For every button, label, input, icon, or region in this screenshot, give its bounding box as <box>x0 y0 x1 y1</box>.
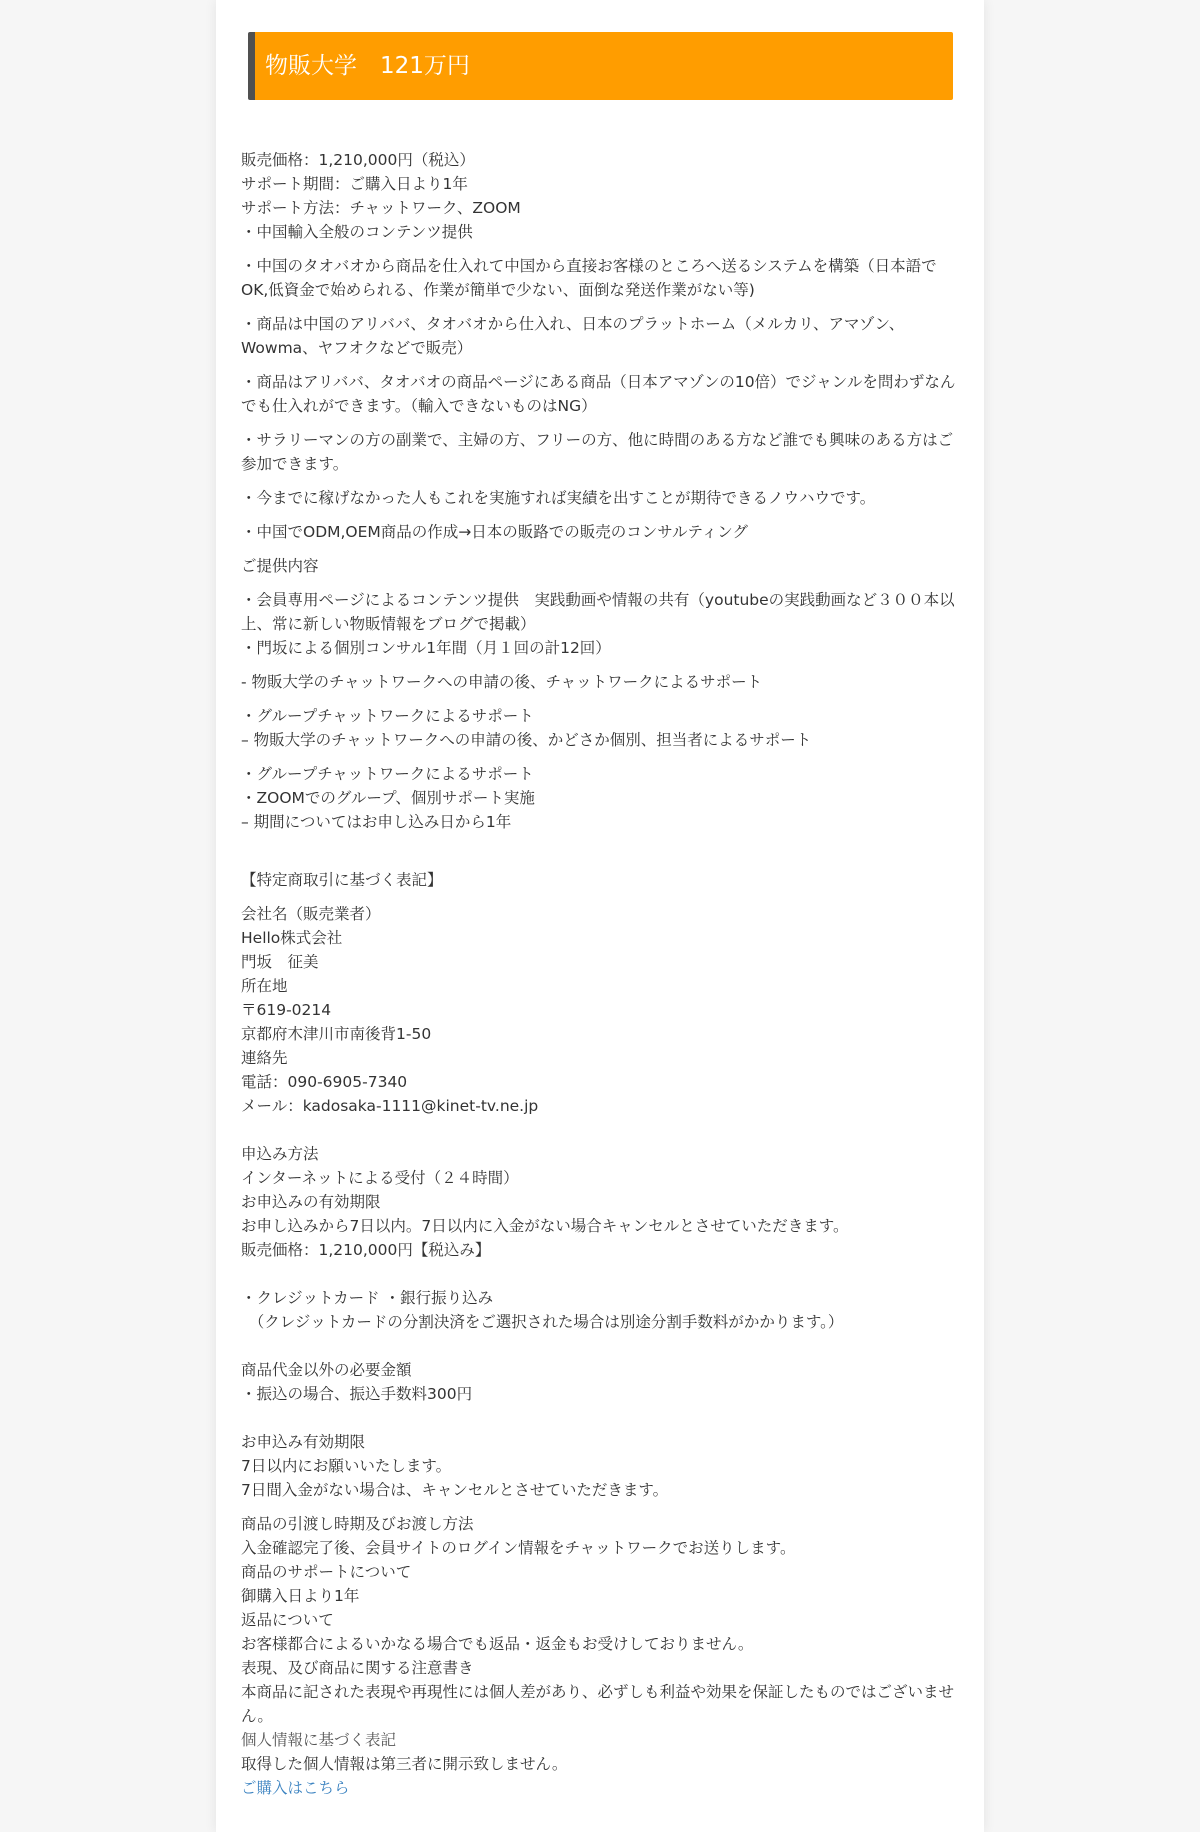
returns-value: お客様都合によるいかなる場合でも返品・返金もお受けしておりません。 <box>241 1635 754 1653</box>
page-card <box>216 0 984 1832</box>
provide-item: ・ZOOMでのグループ、個別サポート実施 <box>241 789 535 807</box>
article-body <box>241 148 956 1800</box>
provide-item: ・門坂による個別コンサル1年間（月１回の計12回） <box>241 639 611 657</box>
returns-label: 返品について <box>241 1611 334 1629</box>
company-name: Hello株式会社 <box>241 929 343 947</box>
fees-label: 商品代金以外の必要金額 <box>241 1361 412 1379</box>
provide-heading: ご提供内容 <box>241 557 319 575</box>
provide-item: – 物販大学のチャットワークへの申請の後、かどさか個別、担当者によるサポート <box>241 731 812 749</box>
phone: 電話：090-6905-7340 <box>241 1073 408 1091</box>
purchase-link[interactable]: ご購入はこちら <box>241 1779 350 1797</box>
provide-item: ・会員専用ページによるコンテンツ提供 実践動画や情報の共有（youtubeの実践動画など３００本以上、常に新しい物販情報をブログで掲載） <box>241 591 955 633</box>
support-period-line: サポート期間：ご購入日より1年 <box>241 175 468 193</box>
application-info <box>241 1142 956 1262</box>
privacy-heading: 個人情報に基づく表記 <box>241 1731 397 1749</box>
representative-name: 門坂 征美 <box>241 953 319 971</box>
sale-price: 販売価格：1,210,000円【税込み】 <box>241 1241 491 1259</box>
payment-methods: ・クレジットカード ・銀行振り込み <box>241 1289 494 1307</box>
deadline-info <box>241 1430 956 1502</box>
price-line: 販売価格：1,210,000円（税込） <box>241 151 475 169</box>
provide-block <box>241 588 956 660</box>
provide-block <box>241 704 956 752</box>
email: メール：kadosaka-1111@kinet-tv.ne.jp <box>241 1097 539 1115</box>
apply-method: インターネットによる受付（２４時間） <box>241 1169 519 1187</box>
apply-deadline: お申し込みから7日以内。7日以内に入金がない場合キャンセルとさせていただきます。 <box>241 1217 849 1235</box>
contact-label: 連絡先 <box>241 1049 288 1067</box>
intro-block <box>241 148 956 244</box>
bullet-item: ・サラリーマンの方の副業で、主婦の方、フリーの方、他に時間のある方など誰でも興味のある方はご参加できます。 <box>241 431 954 473</box>
deadline-note: 7日間入金がない場合は、キャンセルとさせていただきます。 <box>241 1481 669 1499</box>
support-label: 商品のサポートについて <box>241 1563 412 1581</box>
title-banner <box>248 32 953 100</box>
delivery-label: 商品の引渡し時期及びお渡し方法 <box>241 1515 474 1533</box>
payment-note: （クレジットカードの分割決済をご選択された場合は別途分割手数料がかかります。） <box>241 1313 844 1331</box>
provide-item: ・グループチャットワークによるサポート <box>241 707 534 725</box>
support-method-line: サポート方法：チャットワーク、ZOOM <box>241 199 521 217</box>
deadline-value: 7日以内にお願いいたします。 <box>241 1457 452 1475</box>
support-value: 御購入日より1年 <box>241 1587 360 1605</box>
provide-block <box>241 762 956 834</box>
disclaimer-value: 本商品に記された表現や再現性には個人差があり、必ずしも利益や効果を保証したものではございません。 <box>241 1683 955 1725</box>
page-title: 物販大学 121万円 <box>265 53 470 79</box>
apply-method-label: 申込み方法 <box>241 1145 319 1163</box>
provide-item: – 期間についてはお申し込み日から1年 <box>241 813 512 831</box>
bullet-item: ・商品は中国のアリババ、タオバオから仕入れ、日本のプラットホーム（メルカリ、アマゾン、Wowma、ヤフオクなどで販売） <box>241 315 905 357</box>
privacy-text: 取得した個人情報は第三者に開示致しません。 <box>241 1755 568 1773</box>
content-provision-line: ・中国輸入全般のコンテンツ提供 <box>241 223 473 241</box>
bullet-item: ・中国でODM,OEM商品の作成→日本の販路での販売のコンサルティング <box>241 523 748 541</box>
address-label: 所在地 <box>241 977 288 995</box>
fees-info <box>241 1358 956 1406</box>
payment-info <box>241 1286 956 1334</box>
apply-deadline-label: お申込みの有効期限 <box>241 1193 381 1211</box>
provide-item: - 物販大学のチャットワークへの申請の後、チャットワークによるサポート <box>241 673 763 691</box>
postal-code: 〒619-0214 <box>241 1001 332 1019</box>
legal-heading: 【特定商取引に基づく表記】 <box>241 871 443 889</box>
provide-item: ・グループチャットワークによるサポート <box>241 765 534 783</box>
deadline-label: お申込み有効期限 <box>241 1433 366 1451</box>
bullet-item: ・商品はアリババ、タオバオの商品ページにある商品（日本アマゾンの10倍）でジャンルを問わずなんでも仕入れができます。（輸入できないものはNG） <box>241 373 956 415</box>
company-info <box>241 902 956 1118</box>
bullet-item: ・今までに稼げなかった人もこれを実施すれば実績を出すことが期待できるノウハウです。 <box>241 489 876 507</box>
disclaimer-label: 表現、及び商品に関する注意書き <box>241 1659 474 1677</box>
company-label: 会社名（販売業者） <box>241 905 381 923</box>
bullet-item: ・中国のタオバオから商品を仕入れて中国から直接お客様のところへ送るシステムを構築（日本語でOK,低資金で始められる、作業が簡単で少ない、面倒な発送作業がない等) <box>241 257 937 299</box>
fees-value: ・振込の場合、振込手数料300円 <box>241 1385 473 1403</box>
delivery-info <box>241 1512 956 1800</box>
delivery-value: 入金確認完了後、会員サイトのログイン情報をチャットワークでお送りします。 <box>241 1539 796 1557</box>
address: 京都府木津川市南後背1-50 <box>241 1025 432 1043</box>
